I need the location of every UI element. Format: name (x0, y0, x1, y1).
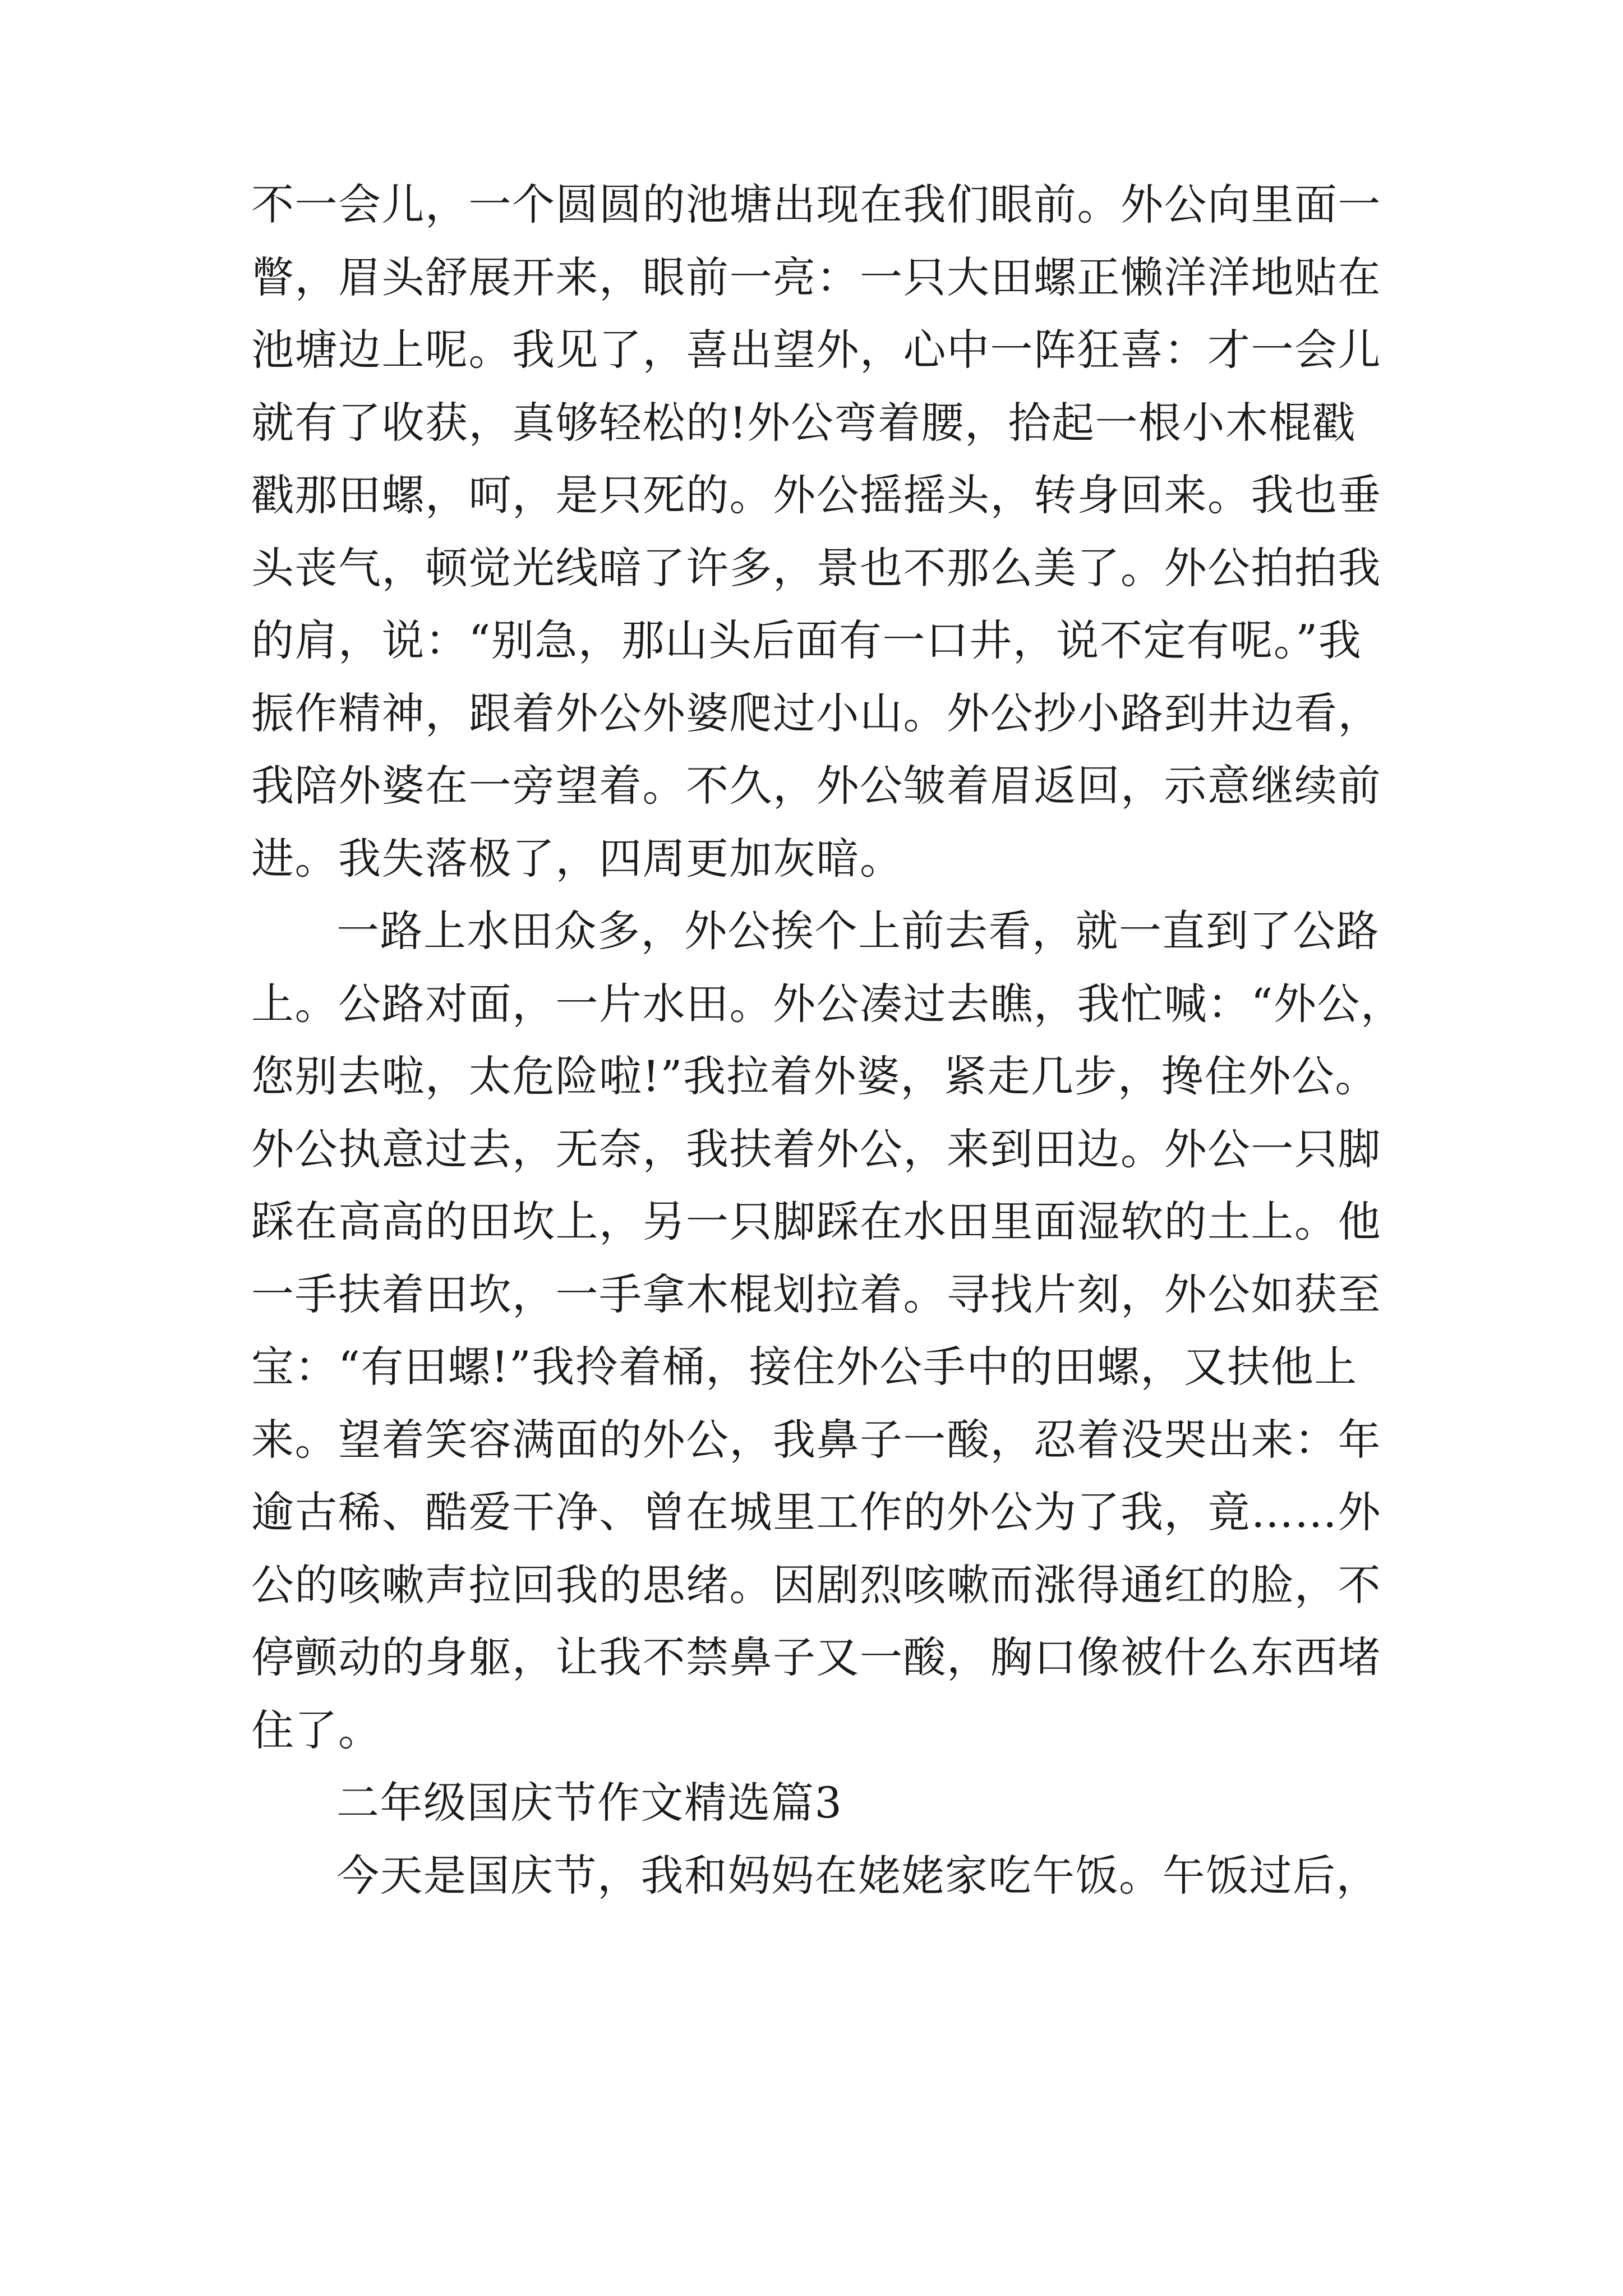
text-line: 戳那田螺，呵，是只死的。外公摇摇头，转身回来。我也垂 (251, 470, 1381, 520)
text-line: 振作精神，跟着外公外婆爬过小山。外公抄小路到井边看， (251, 688, 1381, 738)
paragraph-2 (251, 895, 1404, 1766)
text-line: 来。望着笑容满面的外公，我鼻子一酸，忍着没哭出来：年 (251, 1414, 1381, 1465)
text-line: 住了。 (251, 1705, 382, 1755)
text-line: 外公执意过去，无奈，我扶着外公，来到田边。外公一只脚 (251, 1124, 1381, 1174)
text-line: 池塘边上呢。我见了，喜出望外，心中一阵狂喜：才一会儿 (251, 325, 1381, 375)
text-line: 进。我失落极了，四周更加灰暗。 (251, 833, 903, 884)
text-line: 的肩，说：“别急，那山头后面有一口井，说不定有呢。”我 (251, 615, 1362, 665)
section-heading (251, 1766, 1373, 1839)
text-line: 公的咳嗽声拉回我的思绪。因剧烈咳嗽而涨得通红的脸，不 (251, 1559, 1381, 1610)
text-line: 头丧气，顿觉光线暗了许多，景也不那么美了。外公拍拍我 (251, 542, 1381, 593)
text-line: 不一会儿，一个圆圆的池塘出现在我们眼前。外公向里面一 (251, 180, 1381, 229)
text-line: 瞥，眉头舒展开来，眼前一亮：一只大田螺正懒洋洋地贴在 (251, 252, 1381, 302)
text-line: 一路上水田众多，外公挨个上前去看，就一直到了公路 (336, 906, 1380, 956)
paragraph-1 (251, 168, 1381, 895)
heading-line: 二年级国庆节作文精选篇3 (336, 1778, 843, 1828)
text-line: 就有了收获，真够轻松的!外公弯着腰，拾起一根小木棍戳 (251, 397, 1356, 448)
text-line: 踩在高高的田坎上，另一只脚踩在水田里面湿软的土上。他 (251, 1197, 1381, 1246)
text-line: 停颤动的身躯，让我不禁鼻子又一酸，胸口像被什么东西堵 (251, 1632, 1381, 1682)
text-line: 我陪外婆在一旁望着。不久，外公皱着眉返回，示意继续前 (251, 761, 1381, 811)
text-line: 上。公路对面，一片水田。外公凑过去瞧，我忙喊：“外公， (251, 978, 1404, 1029)
text-line: 今天是国庆节，我和妈妈在姥姥家吃午饭。午饭过后， (336, 1850, 1380, 1901)
paragraph-3 (251, 1839, 1380, 1912)
document-page (251, 168, 1404, 1912)
text-line: 一手扶着田坎，一手拿木棍划拉着。寻找片刻，外公如获至 (251, 1269, 1381, 1319)
text-line: 宝：“有田螺!”我拎着桶，接住外公手中的田螺，又扶他上 (251, 1342, 1358, 1392)
text-line: 您别去啦，太危险啦!”我拉着外婆，紧走几步，搀住外公。 (251, 1051, 1378, 1101)
text-line: 逾古稀、酷爱干净、曾在城里工作的外公为了我，竟……外 (251, 1487, 1381, 1537)
